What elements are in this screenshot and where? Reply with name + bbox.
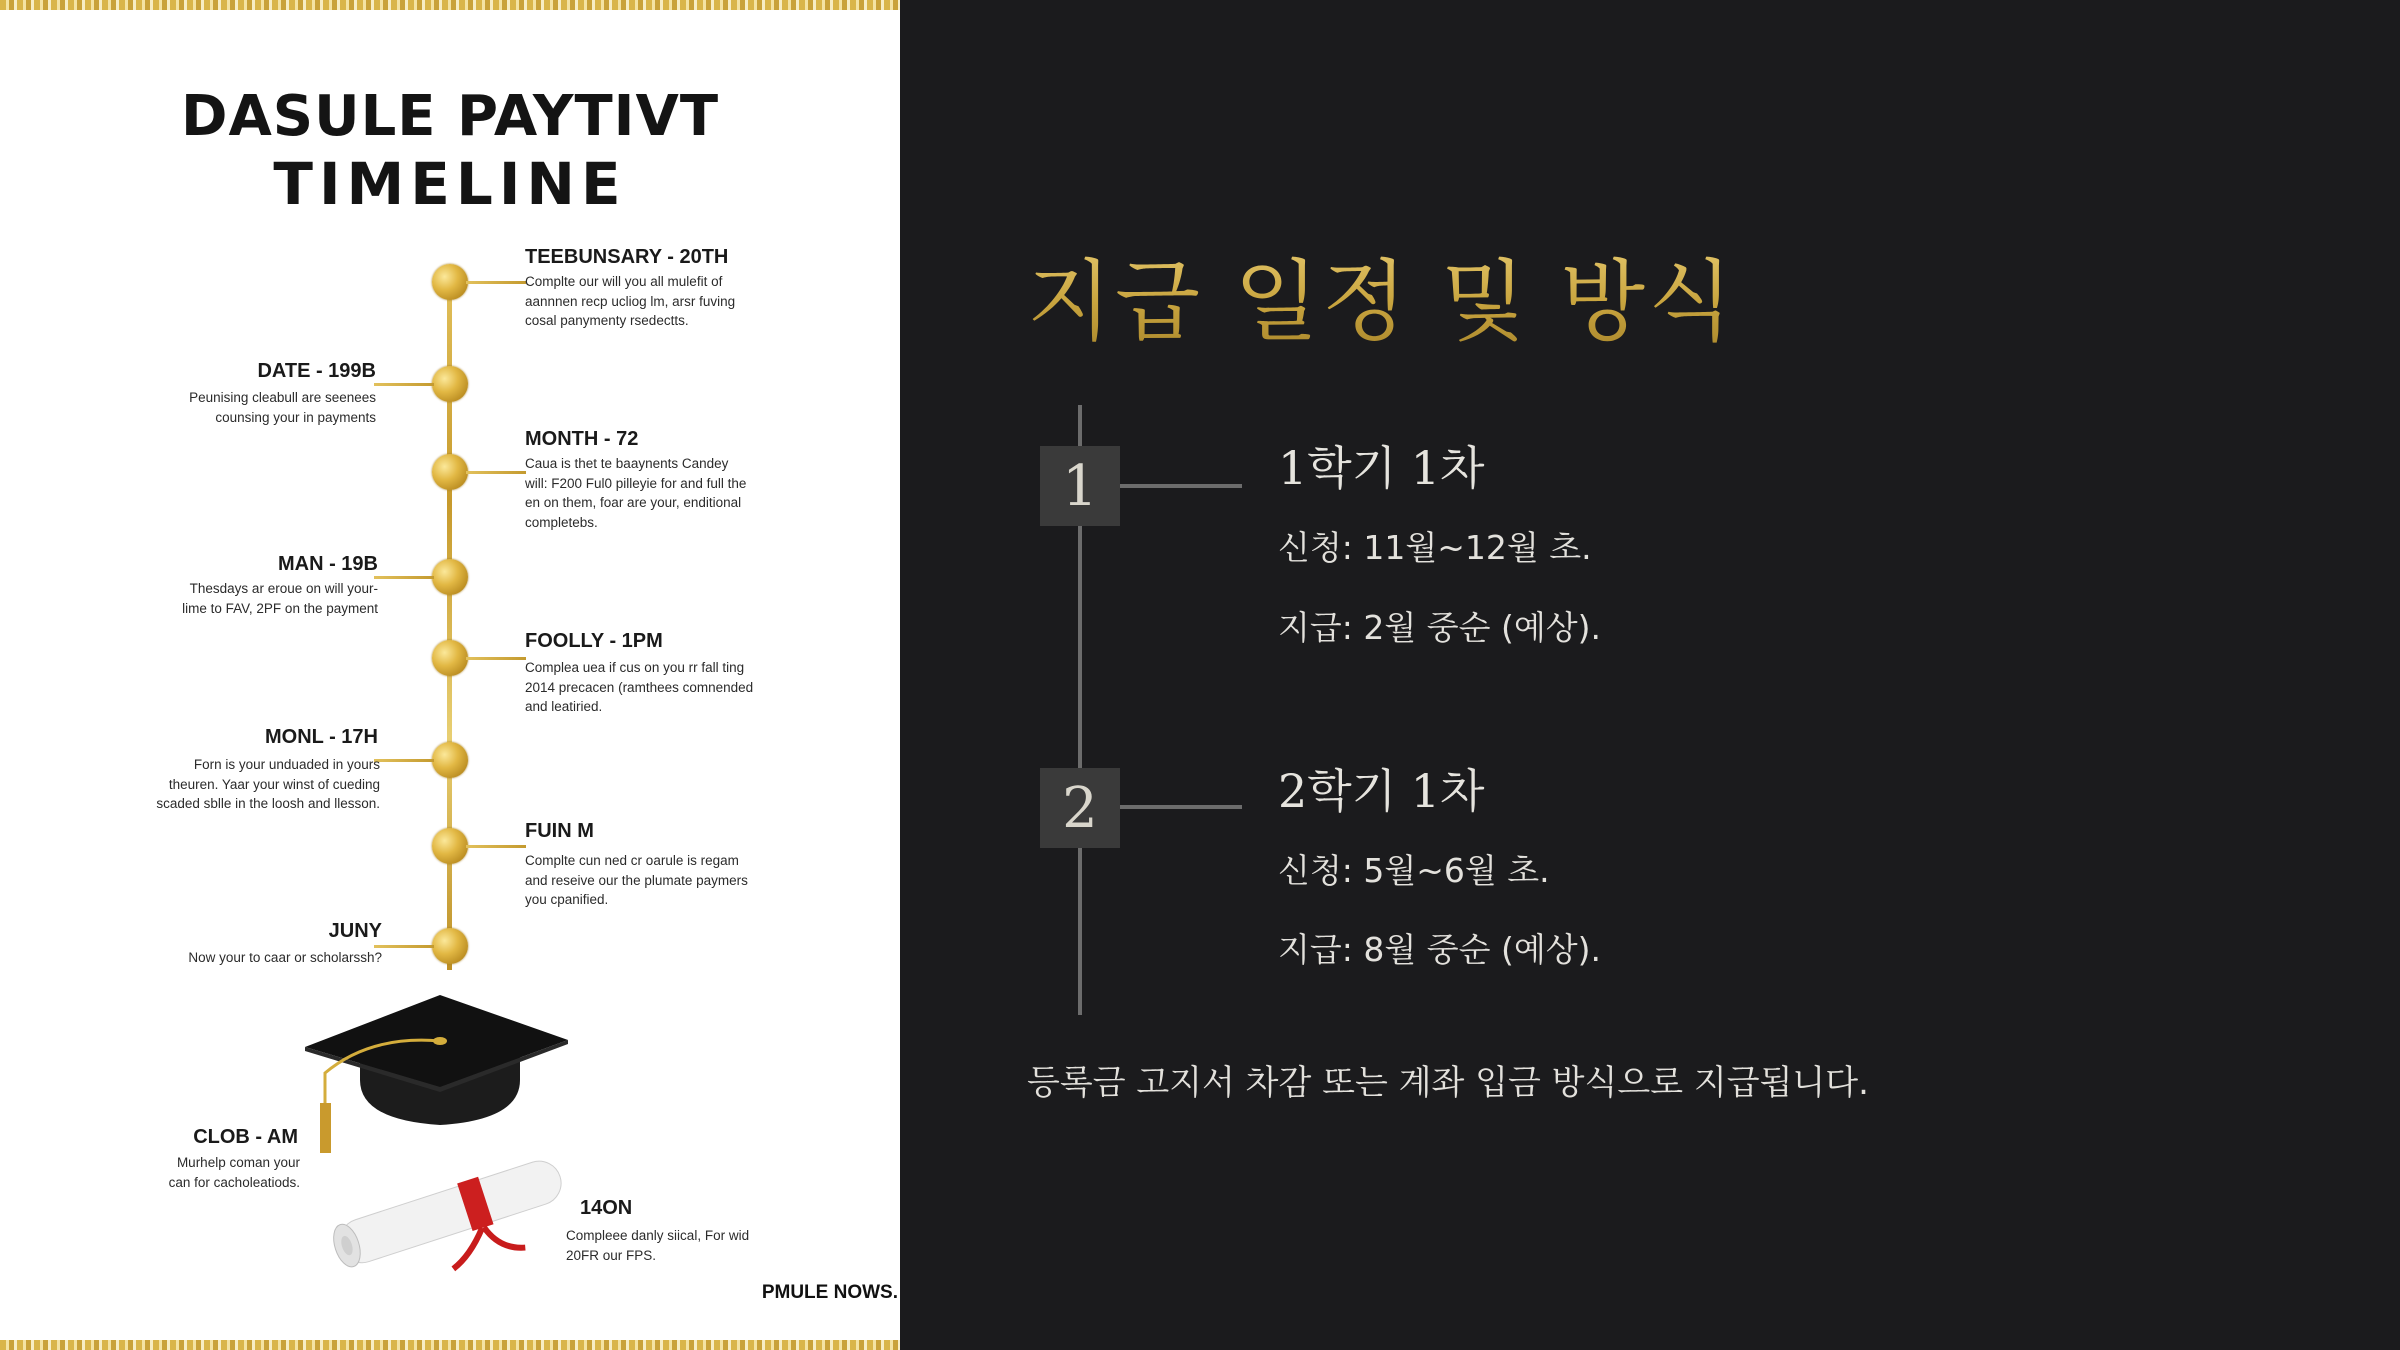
timeline-event-title: TEEBUNSARY - 20TH bbox=[525, 246, 729, 268]
timeline-event-title: FOOLLY - 1PM bbox=[525, 630, 663, 652]
step-apply-period: 신청: 11월~12월 초. bbox=[1278, 528, 1592, 567]
infographic-title-line1: DASULE PAYTIVT bbox=[180, 84, 720, 149]
timeline-node bbox=[432, 928, 468, 964]
infographic-panel bbox=[0, 0, 900, 1350]
graduation-cap-icon bbox=[300, 995, 570, 1165]
timeline-node bbox=[432, 264, 468, 300]
slide-footer-note: 등록금 고지서 차감 또는 계좌 입금 방식으로 지급됩니다. bbox=[1027, 1063, 1869, 1103]
timeline-connector bbox=[466, 657, 526, 660]
timeline-event-title: FUIN M bbox=[525, 820, 594, 842]
gold-border-bottom bbox=[0, 1340, 900, 1350]
timeline-event-title: MAN - 19B bbox=[277, 553, 378, 575]
step-title: 1학기 1차 bbox=[1278, 441, 1485, 495]
timeline-event-text: Complea uea if cus on you rr fall ting 2014 precacen (ramthees comnended and leatiried. bbox=[525, 660, 754, 714]
timeline-event-text: Complte our will you all mulefit of aannnen recp ucliog lm, arsr fuving cosal panymenty rsedectts. bbox=[525, 274, 736, 328]
timeline-connector bbox=[374, 383, 434, 386]
step-connector bbox=[1120, 484, 1242, 488]
timeline-node bbox=[432, 640, 468, 676]
timeline-event-title: MONTH - 72 bbox=[525, 428, 639, 450]
timeline-connector bbox=[466, 845, 526, 848]
timeline-connector bbox=[374, 576, 434, 579]
step-title: 2학기 1차 bbox=[1278, 764, 1485, 818]
timeline-event-text: Murhelp coman your can for cacholeatiods. bbox=[168, 1155, 300, 1190]
timeline-event-text: Complte cun ned cr oarule is regam and reseive our the plumate paymers you cpanified. bbox=[525, 853, 748, 907]
step-number-badge: 2 bbox=[1040, 768, 1120, 848]
timeline-connector bbox=[374, 945, 434, 948]
timeline-node bbox=[432, 828, 468, 864]
step-payment-date: 지급: 8월 중순 (예상). bbox=[1278, 930, 1601, 969]
timeline-event-text: Compleee danly siical, For wid 20FR our FPS. bbox=[566, 1228, 750, 1263]
timeline-event-text: Now your to caar or scholarssh? bbox=[188, 950, 382, 965]
step-connector bbox=[1120, 805, 1242, 809]
timeline-node bbox=[432, 559, 468, 595]
timeline-node bbox=[432, 366, 468, 402]
timeline-event-text: Caua is thet te baaynents Candey will: F200 Ful0 pilleyie for and full the en on them, foar are your, enditional completebs. bbox=[525, 456, 747, 530]
slide-title: 지급 일정 및 방식 bbox=[1027, 232, 1736, 358]
timeline-event-title: 14ON bbox=[580, 1197, 633, 1219]
timeline-event-title: DATE - 199B bbox=[257, 360, 376, 382]
timeline-event-title: JUNY bbox=[328, 920, 382, 942]
step-number-badge: 1 bbox=[1040, 446, 1120, 526]
timeline-event-text: Peunising cleabull are seenees counsing your in payments bbox=[189, 390, 376, 425]
timeline-event-title: MONL - 17H bbox=[265, 726, 378, 748]
timeline-connector bbox=[374, 759, 434, 762]
brand-logo: PMULE NOWS. bbox=[761, 1282, 898, 1303]
timeline-event-title: CLOB - AM bbox=[193, 1126, 298, 1148]
timeline-node bbox=[432, 454, 468, 490]
step-apply-period: 신청: 5월~6월 초. bbox=[1278, 851, 1550, 890]
timeline-connector bbox=[466, 281, 526, 284]
gold-border-top bbox=[0, 0, 900, 10]
timeline-event-text: Thesdays ar eroue on will your- lime to FAV, 2PF on the payment bbox=[182, 581, 378, 616]
diploma-scroll-icon bbox=[315, 1145, 585, 1275]
infographic-title-line2: TIMELINE bbox=[273, 150, 627, 218]
timeline-node bbox=[432, 742, 468, 778]
step-payment-date: 지급: 2월 중순 (예상). bbox=[1278, 608, 1601, 647]
timeline-event-text: Forn is your unduaded in yours theuren. Yaar your winst of cueding scaded sblle in the loosh and llesson. bbox=[156, 757, 380, 811]
timeline-connector bbox=[466, 471, 526, 474]
